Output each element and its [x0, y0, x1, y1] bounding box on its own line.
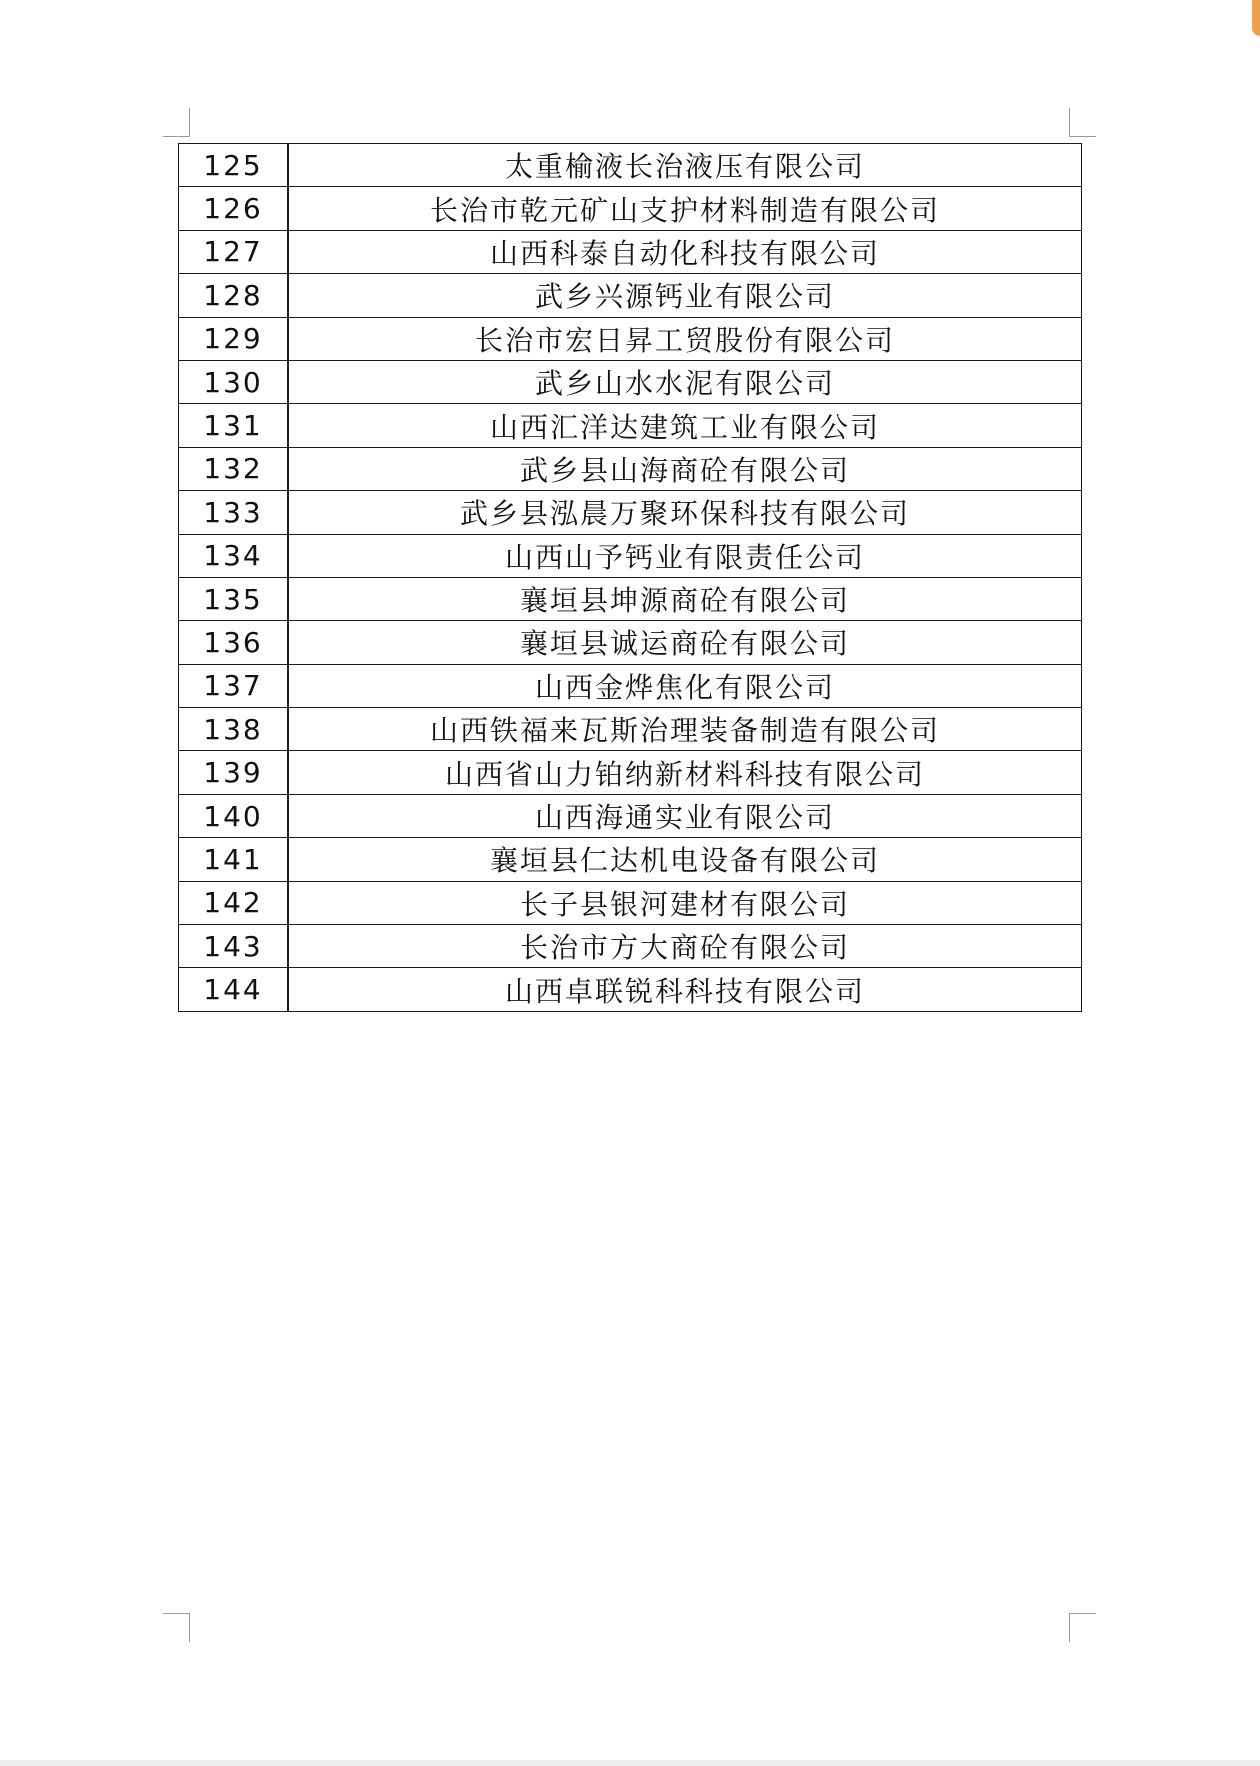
company-name: 山西科泰自动化科技有限公司 — [288, 230, 1082, 273]
company-name: 山西铁福来瓦斯治理装备制造有限公司 — [288, 708, 1082, 751]
company-name: 长治市宏日昇工贸股份有限公司 — [288, 317, 1082, 360]
row-number: 136 — [179, 621, 289, 664]
table-row — [179, 534, 1082, 577]
company-name: 武乡山水水泥有限公司 — [288, 360, 1082, 403]
row-number: 141 — [179, 838, 289, 881]
scroll-indicator[interactable] — [1252, 0, 1260, 36]
company-name: 山西卓联锐科科技有限公司 — [288, 968, 1082, 1011]
company-name: 襄垣县诚运商砼有限公司 — [288, 621, 1082, 664]
table-row — [179, 404, 1082, 447]
row-number: 138 — [179, 708, 289, 751]
table-row — [179, 317, 1082, 360]
company-table-body — [179, 144, 1082, 1012]
table-row — [179, 577, 1082, 620]
row-number: 134 — [179, 534, 289, 577]
company-name: 武乡县泓晨万聚环保科技有限公司 — [288, 491, 1082, 534]
table-row — [179, 274, 1082, 317]
table-row — [179, 881, 1082, 924]
margin-corner-bottom-right — [1069, 1613, 1096, 1642]
row-number: 144 — [179, 968, 289, 1011]
company-name: 山西省山力铂纳新材料科技有限公司 — [288, 751, 1082, 794]
company-name: 山西海通实业有限公司 — [288, 794, 1082, 837]
row-number: 140 — [179, 794, 289, 837]
table-row — [179, 838, 1082, 881]
table-row — [179, 708, 1082, 751]
company-name: 武乡县山海商砼有限公司 — [288, 447, 1082, 490]
company-name: 山西山予钙业有限责任公司 — [288, 534, 1082, 577]
table-row — [179, 230, 1082, 273]
table-row — [179, 968, 1082, 1011]
margin-corner-bottom-left — [163, 1613, 190, 1642]
table-row — [179, 187, 1082, 230]
row-number: 135 — [179, 577, 289, 620]
table-row — [179, 360, 1082, 403]
margin-corner-top-left — [163, 108, 190, 137]
bottom-scrollbar-track[interactable] — [0, 1760, 1260, 1766]
row-number: 139 — [179, 751, 289, 794]
company-name: 襄垣县坤源商砼有限公司 — [288, 577, 1082, 620]
row-number: 127 — [179, 230, 289, 273]
company-name: 长治市乾元矿山支护材料制造有限公司 — [288, 187, 1082, 230]
table-row — [179, 491, 1082, 534]
row-number: 130 — [179, 360, 289, 403]
company-name: 长治市方大商砼有限公司 — [288, 925, 1082, 968]
company-name: 武乡兴源钙业有限公司 — [288, 274, 1082, 317]
row-number: 125 — [179, 144, 289, 187]
table-row — [179, 144, 1082, 187]
company-table — [178, 143, 1082, 1012]
row-number: 129 — [179, 317, 289, 360]
company-name: 太重榆液长治液压有限公司 — [288, 144, 1082, 187]
table-row — [179, 621, 1082, 664]
row-number: 143 — [179, 925, 289, 968]
row-number: 133 — [179, 491, 289, 534]
company-name: 襄垣县仁达机电设备有限公司 — [288, 838, 1082, 881]
margin-corner-top-right — [1069, 108, 1096, 137]
row-number: 126 — [179, 187, 289, 230]
table-row — [179, 664, 1082, 707]
row-number: 131 — [179, 404, 289, 447]
row-number: 132 — [179, 447, 289, 490]
company-name: 山西汇洋达建筑工业有限公司 — [288, 404, 1082, 447]
table-row — [179, 794, 1082, 837]
row-number: 128 — [179, 274, 289, 317]
table-row — [179, 447, 1082, 490]
company-name: 长子县银河建材有限公司 — [288, 881, 1082, 924]
row-number: 137 — [179, 664, 289, 707]
row-number: 142 — [179, 881, 289, 924]
company-name: 山西金烨焦化有限公司 — [288, 664, 1082, 707]
table-row — [179, 751, 1082, 794]
table-row — [179, 925, 1082, 968]
